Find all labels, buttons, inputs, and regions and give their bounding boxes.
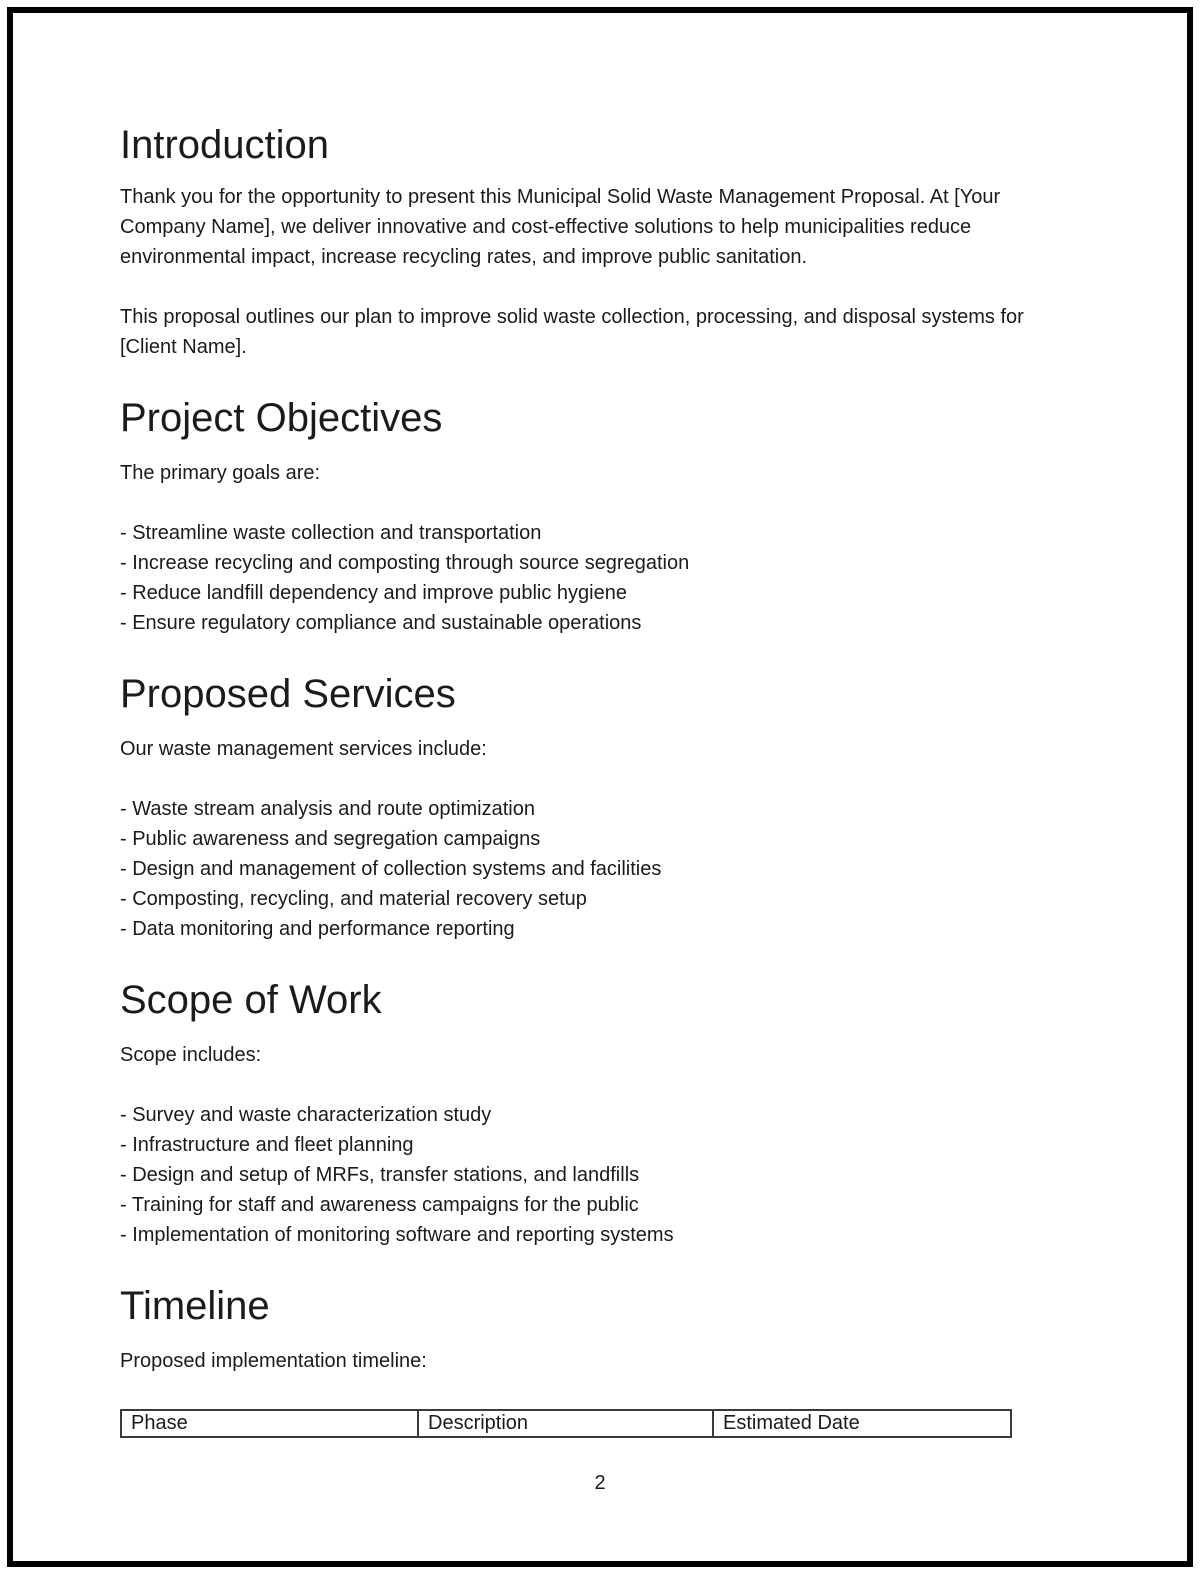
table-header-description: Description — [418, 1410, 713, 1437]
services-lead: Our waste management services include: — [120, 738, 487, 760]
list-item: - Infrastructure and fleet planning — [120, 1134, 414, 1156]
heading-project-objectives: Project Objectives — [120, 396, 443, 440]
timeline-table-header-row — [121, 1410, 1011, 1437]
list-item: - Public awareness and segregation campaigns — [120, 828, 541, 850]
scope-list — [120, 1100, 1080, 1250]
list-item: - Ensure regulatory compliance and sustainable operations — [120, 612, 642, 634]
timeline-table — [120, 1409, 1012, 1438]
list-item: - Design and setup of MRFs, transfer stations, and landfills — [120, 1164, 640, 1186]
document-content — [13, 13, 1080, 1438]
heading-scope-of-work: Scope of Work — [120, 978, 382, 1022]
list-item: - Reduce landfill dependency and improve public hygiene — [120, 582, 627, 604]
introduction-paragraph-2: This proposal outlines our plan to improve solid waste collection, processing, and disposal systems for [Client Name]. — [120, 306, 1024, 358]
list-item: - Training for staff and awareness campaigns for the public — [120, 1194, 639, 1216]
page-number: 2 — [594, 1472, 606, 1494]
list-item: - Increase recycling and composting through source segregation — [120, 552, 690, 574]
list-item: - Waste stream analysis and route optimization — [120, 798, 535, 820]
list-item: - Data monitoring and performance reporting — [120, 918, 515, 940]
list-item: - Implementation of monitoring software and reporting systems — [120, 1224, 674, 1246]
list-item: - Composting, recycling, and material recovery setup — [120, 888, 587, 910]
heading-timeline: Timeline — [120, 1284, 270, 1328]
heading-introduction: Introduction — [120, 123, 330, 167]
timeline-lead: Proposed implementation timeline: — [120, 1350, 427, 1372]
list-item: - Streamline waste collection and transportation — [120, 522, 542, 544]
heading-proposed-services: Proposed Services — [120, 672, 456, 716]
scope-lead: Scope includes: — [120, 1044, 262, 1066]
objectives-list — [120, 518, 1080, 638]
list-item: - Design and management of collection systems and facilities — [120, 858, 662, 880]
introduction-paragraph-1: Thank you for the opportunity to present this Municipal Solid Waste Management Proposal. At [Your Company Name], we deliver innovative and cost-effective solutions to help municipalities reduce environmental impact, increase recycling rates, and improve public sanitation. — [120, 186, 1001, 268]
services-list — [120, 794, 1080, 944]
page-border-frame — [7, 7, 1193, 1567]
table-header-estimated-date: Estimated Date — [713, 1410, 1011, 1437]
table-header-phase: Phase — [121, 1410, 418, 1437]
objectives-lead: The primary goals are: — [120, 462, 321, 484]
list-item: - Survey and waste characterization study — [120, 1104, 492, 1126]
